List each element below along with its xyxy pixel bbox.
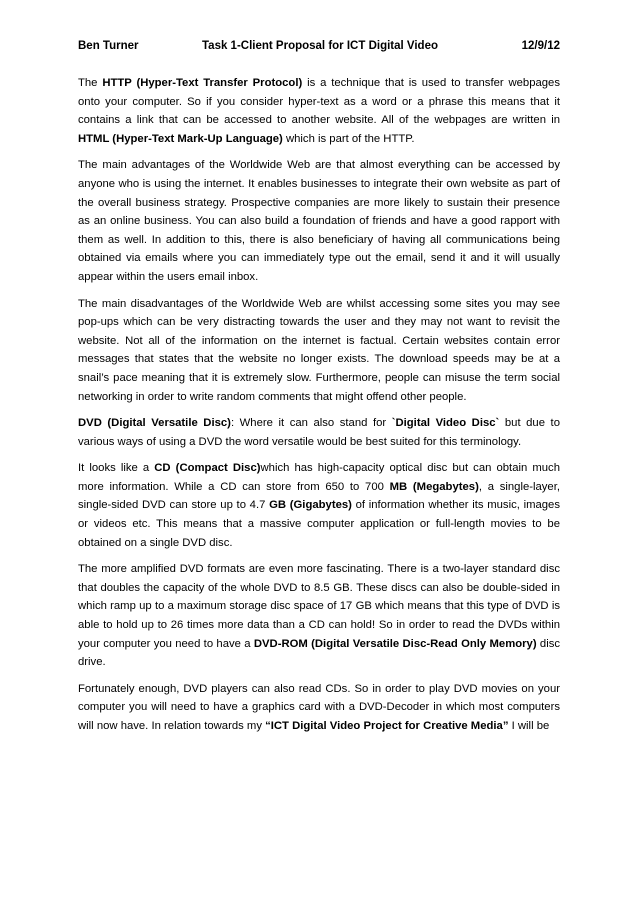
paragraph-dvd-formats — [78, 560, 560, 672]
term-html: HTML (Hyper-Text Mark-Up Language) — [78, 132, 283, 145]
text-run: disc drive. — [78, 637, 560, 669]
text-run: It looks like a — [78, 462, 155, 475]
term-dvd-rom: DVD-ROM (Digital Versatile Disc-Read Only Memory) — [253, 637, 537, 650]
term-project-title: “ICT Digital Video Project for Creative Media” — [265, 720, 509, 732]
term-cd: CD (Compact Disc) — [154, 462, 261, 475]
text-run: which is part of the HTTP. — [282, 132, 415, 145]
paragraph-http — [78, 74, 560, 148]
term-mb: MB (Megabytes) — [389, 480, 479, 493]
header-date: 12/9/12 — [521, 40, 560, 52]
text-run: which has high-capacity optical disc but can obtain much more information. While a CD can store from 650 to 700 — [78, 462, 560, 493]
paragraph-dvd-players — [78, 680, 560, 736]
page-header — [78, 38, 560, 54]
text-run: , a single-layer, single-sided DVD can store up to 4.7 — [78, 480, 560, 512]
text-run: Fortunately enough, DVD players can also read CDs. So in order to play DVD movies on your computer you will need to have a graphics card with a DVD-Decoder in which most computers will now have. In relation towards my — [78, 682, 560, 732]
header-author: Ben Turner — [78, 40, 139, 52]
text-run: The more amplified DVD formats are even more fascinating. There is a two-layer standard disc that doubles the capacity of the whole DVD to 8.5 GB. These discs can also be double-sided in which ramp up to a maximum storage disc space of 17 GB which means that this type of DVD is able to hold up to 26 times more data than a CD can hold! So in order to read the DVDs within your computer you need to have a — [78, 563, 560, 650]
paragraph-dvd-definition — [78, 414, 560, 451]
text-run: of information whether its music, images or videos etc. This means that a massive computer application or full-length movies to be obtained on a single DVD disc. — [78, 499, 560, 549]
term-dvd: DVD (Digital Versatile Disc) — [78, 417, 231, 430]
text-run: but due to various ways of using a DVD the word versatile would be best suited for this terminology. — [78, 417, 560, 448]
text-run: I will be — [508, 720, 550, 732]
text-run: The — [78, 77, 103, 89]
paragraph-advantages: The main advantages of the Worldwide Web are that almost everything can be accessed by anyone who is using the internet. It enables businesses to integrate their own website as part of the overall business strategy. Prospective companies are more likely to sustain their presence as an online business. You can also build a foundation of friends and have a good rapport with them as well. In addition to this, there is also beneficiary of having all communications being obtained via emails where you can immediately type out the email, send it and it will usually appear within the users email inbox. — [78, 159, 560, 283]
text-run: is a technique that is used to transfer webpages onto your computer. So if you consider hyper-text as a word or a phrase this means that it contains a link that can be accessed to another website. All of the webpages are written in — [78, 77, 560, 127]
paragraph-disadvantages: The main disadvantages of the Worldwide Web are whilst accessing some sites you may see pop-ups which can be very distracting towards the user and they may not want to revisit the website. Not all of the information on the internet is factual. Certain websites contain error messages that states that the website no longer exists. The download speeds may be at a snail’s pace meaning that it is extremely slow. Furthermore, people can misuse the term social networking in order to write random comments that might offend other people. — [78, 297, 560, 403]
text-run: : Where it can also stand for — [230, 417, 392, 430]
paragraph-cd-comparison — [78, 459, 560, 552]
term-digital-video-disc: `Digital Video Disc` — [391, 417, 500, 430]
term-http: HTTP (Hyper-Text Transfer Protocol) — [102, 77, 303, 89]
header-title: Task 1-Client Proposal for ICT Digital Video — [202, 40, 439, 52]
term-gb: GB (Gigabytes) — [269, 499, 352, 512]
